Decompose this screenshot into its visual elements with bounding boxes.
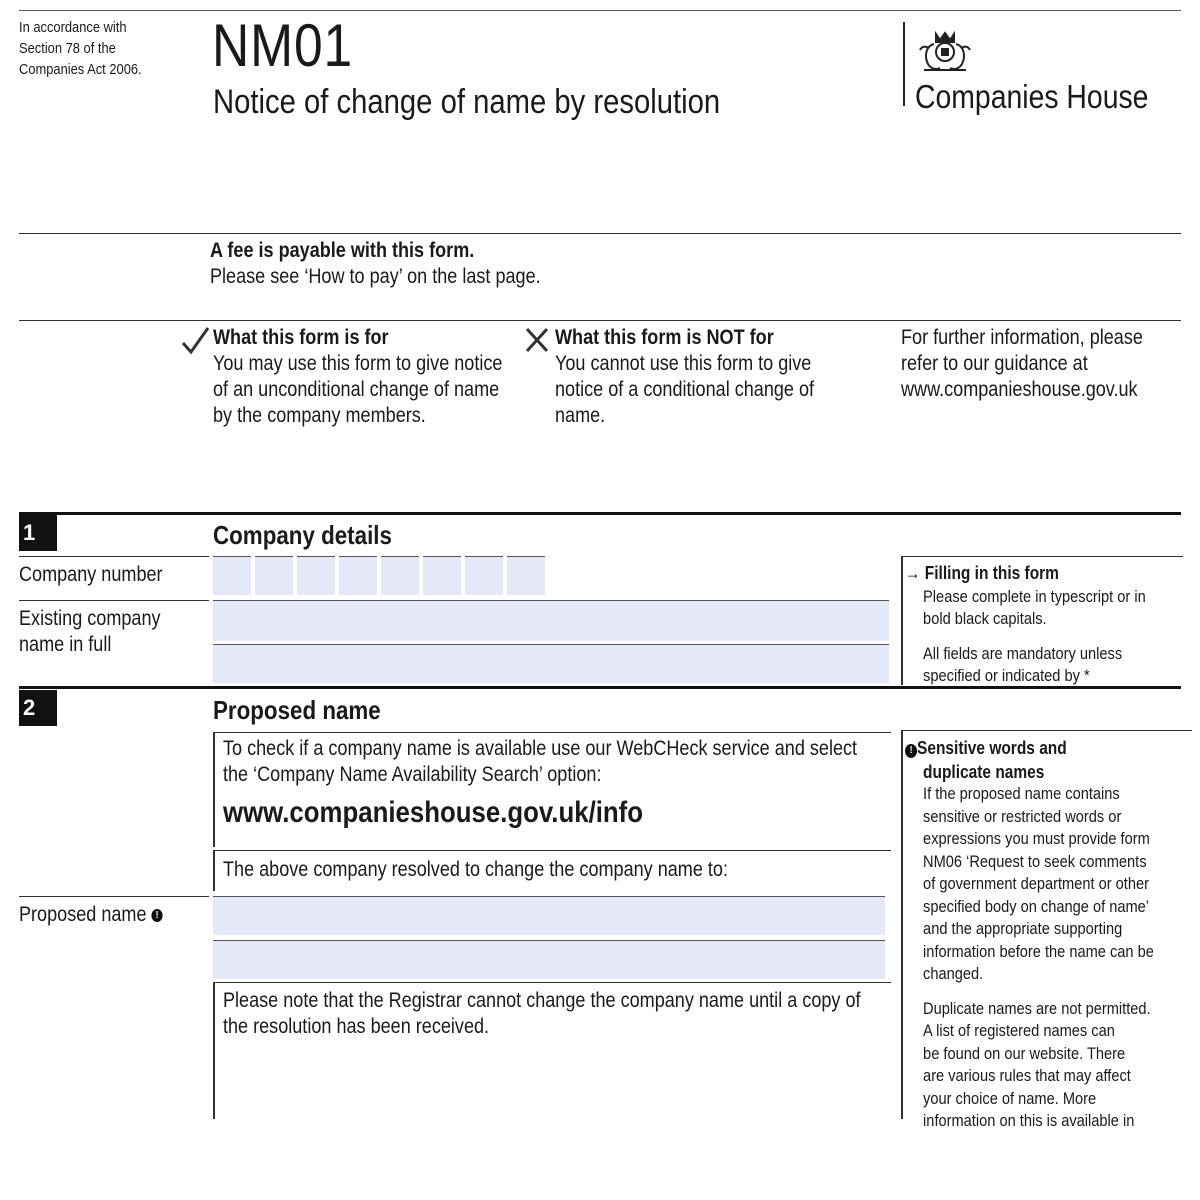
guidance-box-sensitive xyxy=(901,730,1192,1130)
registrar-note-text: Please note that the Registrar cannot change the company name until a copy of xyxy=(223,989,861,1012)
company-number-label: Company number xyxy=(19,563,163,586)
section-2-rule xyxy=(19,686,1181,689)
guidance-text: specified or indicated by * xyxy=(923,666,1090,685)
resolution-box xyxy=(213,850,891,891)
sensitive-text: of government department or other xyxy=(923,874,1149,893)
section-1-title: Company details xyxy=(213,520,392,550)
duplicate-text: be found on our website. There xyxy=(923,1043,1126,1063)
registrar-note-box xyxy=(213,982,891,1119)
further-info-text: For further information, please xyxy=(901,326,1143,349)
sensitive-heading-text: duplicate names xyxy=(923,761,1045,782)
further-info xyxy=(901,325,1143,403)
sensitive-text: NM06 ‘Request to seek comments xyxy=(923,851,1147,871)
company-number-digit[interactable] xyxy=(213,556,251,595)
fee-heading: A fee is payable with this form. xyxy=(210,239,475,262)
sensitive-text: information before the name can be xyxy=(923,941,1154,961)
info-icon: ! xyxy=(905,744,917,758)
form-code: NM01 xyxy=(212,12,354,79)
existing-name-label xyxy=(19,606,161,658)
form-for-text: by the company members. xyxy=(213,404,426,427)
section-1-number: 1 xyxy=(19,515,57,551)
agency-name: Companies House xyxy=(915,78,1149,115)
guidance-text: Please complete in typescript or in xyxy=(923,586,1146,606)
duplicate-text: Duplicate names are not permitted. xyxy=(923,998,1151,1018)
sensitive-text: changed. xyxy=(923,964,984,983)
info-icon: ! xyxy=(152,909,163,922)
name-check-url[interactable]: www.companieshouse.gov.uk/info xyxy=(223,796,644,829)
company-number-digit[interactable] xyxy=(507,556,545,595)
section-2-title: Proposed name xyxy=(213,695,381,725)
duplicate-text: A list of registered names can xyxy=(923,1021,1115,1040)
duplicate-text: are various rules that may affect xyxy=(923,1066,1131,1085)
form-for-column xyxy=(213,325,502,429)
sensitive-text: If the proposed name contains xyxy=(923,784,1120,803)
company-number-digit[interactable] xyxy=(381,556,419,595)
fee-notice xyxy=(210,238,541,290)
guidance-text: bold black capitals. xyxy=(923,609,1047,628)
guidance-text: All fields are mandatory unless xyxy=(923,643,1123,663)
tick-icon xyxy=(180,326,210,356)
form-not-for-heading: What this form is NOT for xyxy=(555,326,774,349)
proposed-name-label-text: Proposed name xyxy=(19,903,147,926)
existing-name-label-line: Existing company xyxy=(19,607,161,630)
existing-name-input-line-1[interactable] xyxy=(213,600,889,641)
legal-reference-line: Companies Act 2006. xyxy=(19,61,142,78)
company-number-input[interactable] xyxy=(213,556,553,596)
name-check-box xyxy=(213,732,891,847)
registrar-note-text: the resolution has been received. xyxy=(223,1015,490,1038)
name-check-text: To check if a company name is available use our WebCHeck service and select xyxy=(223,737,858,760)
form-title: Notice of change of name by resolution xyxy=(213,83,721,121)
form-not-for-text: notice of a conditional change of xyxy=(555,378,815,401)
duplicate-text: information on this is available in xyxy=(923,1111,1135,1130)
guidance-heading-text: Filling in this form xyxy=(924,563,1059,583)
guidance-box-filling xyxy=(901,556,1183,685)
arrow-right-icon: → xyxy=(905,563,925,583)
duplicate-text: your choice of name. More xyxy=(923,1088,1097,1108)
fee-note: Please see ‘How to pay’ on the last page. xyxy=(210,265,541,288)
legal-reference-line: Section 78 of the xyxy=(19,40,116,57)
existing-name-label-line: name in full xyxy=(19,633,112,656)
proposed-name-input-line-1[interactable] xyxy=(213,896,885,935)
name-check-text: the ‘Company Name Availability Search’ option: xyxy=(223,763,602,786)
further-info-link[interactable]: www.companieshouse.gov.uk xyxy=(901,378,1138,401)
section-2-number: 2 xyxy=(19,690,57,726)
form-not-for-column xyxy=(555,325,814,429)
legal-reference xyxy=(19,17,142,80)
resolution-text: The above company resolved to change the company name to: xyxy=(223,858,728,881)
form-for-text: You may use this form to give notice xyxy=(213,352,503,375)
guidance-heading xyxy=(905,562,1146,586)
sensitive-text: specified body on change of name’ xyxy=(923,896,1150,916)
form-not-for-text: name. xyxy=(555,404,606,427)
form-for-heading: What this form is for xyxy=(213,326,389,349)
further-info-text: refer to our guidance at xyxy=(901,352,1088,375)
legal-reference-line: In accordance with xyxy=(19,19,127,36)
company-number-digit[interactable] xyxy=(423,556,461,595)
sensitive-text: expressions you must provide form xyxy=(923,829,1150,848)
sensitive-text: sensitive or restricted words or xyxy=(923,806,1122,826)
sensitive-heading xyxy=(905,737,1154,761)
sensitive-text: and the appropriate supporting xyxy=(923,919,1123,938)
section-1-rule xyxy=(19,512,1181,515)
form-for-text: of an unconditional change of name xyxy=(213,378,500,401)
proposed-name-input-line-2[interactable] xyxy=(213,940,885,979)
sensitive-heading-text: Sensitive words and xyxy=(917,738,1067,758)
company-number-digit[interactable] xyxy=(255,556,293,595)
company-number-digit[interactable] xyxy=(465,556,503,595)
royal-crest-icon xyxy=(914,26,976,74)
proposed-name-label xyxy=(19,902,163,928)
logo-divider xyxy=(903,22,905,106)
cross-icon xyxy=(524,326,550,354)
form-not-for-text: You cannot use this form to give xyxy=(555,352,812,375)
company-number-digit[interactable] xyxy=(339,556,377,595)
company-number-digit[interactable] xyxy=(297,556,335,595)
existing-name-input-line-2[interactable] xyxy=(213,644,889,683)
